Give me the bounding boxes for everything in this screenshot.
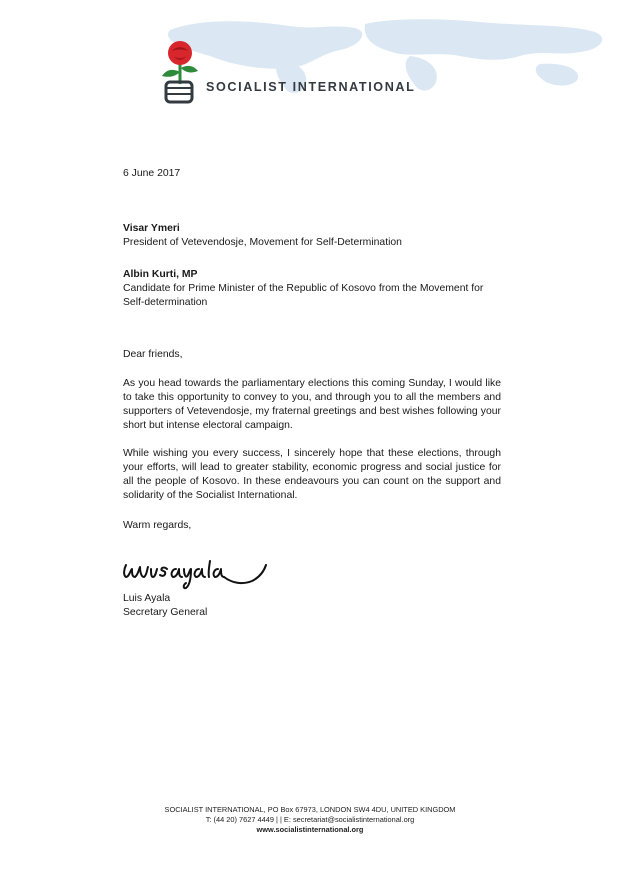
body-paragraph: As you head towards the parliamentary elections this coming Sunday, I would like to take this opportunity to convey to you, and through you to all the members and supporters of Vetevendosje, my fraternal greetings and best wishes following your short but intense electoral campaign. (123, 378, 501, 431)
letterhead (140, 16, 610, 106)
recipient-title: President of Vetevendosje, Movement for Self-Determination (123, 237, 402, 248)
body-paragraph: While wishing you every success, I sincerely hope that these elections, through your efforts, will lead to greater stability, economic progress and social justice for all the people of Kosovo. In these endeavours you can count on the support and solidarity of the Socialist International. (123, 448, 501, 501)
footer-address: SOCIALIST INTERNATIONAL, PO Box 67973, LONDON SW4 4DU, UNITED KINGDOM (164, 805, 456, 814)
footer-website: www.socialistinternational.org (256, 825, 364, 834)
closing: Warm regards, (123, 520, 192, 531)
signer-block (123, 592, 501, 620)
signer-name: Luis Ayala (123, 593, 171, 604)
footer-contact: T: (44 20) 7627 4449 | | E: secretariat@socialistinternational.org (205, 815, 415, 824)
recipient-1 (123, 222, 501, 250)
salutation: Dear friends, (123, 349, 183, 360)
footer (0, 805, 620, 835)
signer-title: Secretary General (123, 607, 208, 618)
letter-date: 6 June 2017 (123, 168, 181, 179)
recipient-name: Albin Kurti, MP (123, 269, 198, 280)
handwritten-signature (120, 555, 270, 593)
rose-in-fist-icon (150, 38, 206, 106)
organization-name: SOCIALIST INTERNATIONAL (206, 80, 416, 94)
recipient-2 (123, 268, 501, 310)
recipient-name: Visar Ymeri (123, 223, 180, 234)
recipient-title: Candidate for Prime Minister of the Republic of Kosovo from the Movement for Self-determination (123, 283, 484, 308)
